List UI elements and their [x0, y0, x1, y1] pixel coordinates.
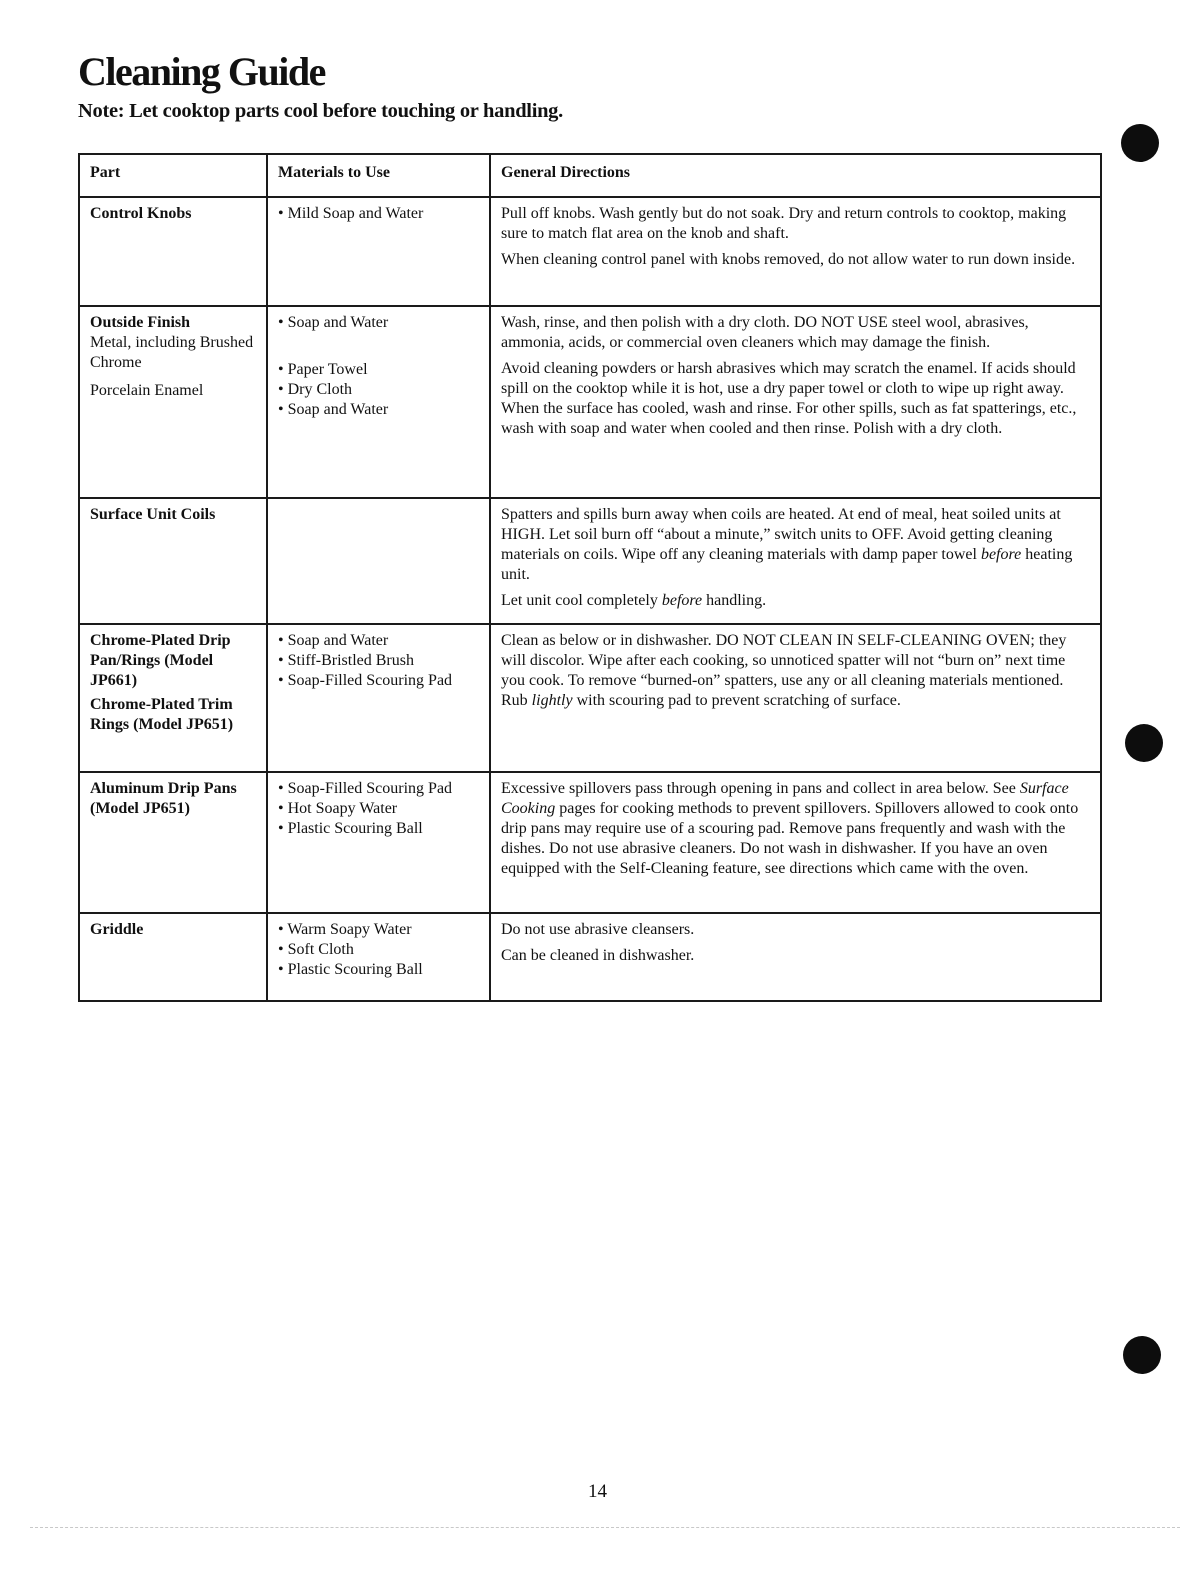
material-item: • Soap and Water — [278, 313, 479, 333]
table-row-aluminum-drip-pans — [79, 772, 1101, 913]
material-item: • Dry Cloth — [278, 380, 479, 400]
material-item: • Plastic Scouring Ball — [278, 819, 479, 839]
part-cell — [79, 498, 267, 624]
material-item: • Plastic Scouring Ball — [278, 960, 479, 980]
binder-hole-icon — [1125, 724, 1163, 762]
part-cell — [79, 624, 267, 772]
directions-cell — [490, 913, 1101, 1001]
header-materials: Materials to Use — [267, 154, 490, 197]
directions-cell — [490, 772, 1101, 913]
table-row-griddle — [79, 913, 1101, 1001]
materials-cell — [267, 197, 490, 306]
material-item: • Soft Cloth — [278, 940, 479, 960]
part-cell — [79, 197, 267, 306]
page-title: Cleaning Guide — [78, 49, 325, 94]
part-cell — [79, 772, 267, 913]
safety-note: Note: Let cooktop parts cool before touching or handling. — [78, 100, 563, 122]
materials-cell — [267, 913, 490, 1001]
binder-hole-icon — [1121, 124, 1159, 162]
page-number: 14 — [588, 1481, 607, 1502]
part-name: Chrome-Plated Trim Rings (Model JP651) — [90, 696, 234, 733]
materials-cell — [267, 306, 490, 498]
part-cell — [79, 913, 267, 1001]
materials-cell — [267, 624, 490, 772]
materials-cell — [267, 498, 490, 624]
material-item: • Soap and Water — [278, 631, 479, 651]
direction-paragraph: Let unit cool completely before handling. — [501, 592, 767, 609]
material-item: • Soap-Filled Scouring Pad — [278, 671, 479, 691]
materials-cell — [267, 772, 490, 913]
part-cell — [79, 306, 267, 498]
part-name: Griddle — [90, 921, 144, 938]
part-name: Outside Finish — [90, 314, 191, 331]
direction-paragraph: Pull off knobs. Wash gently but do not soak. Dry and return controls to cooktop, making sure to match flat area on the knob and shaft. — [501, 205, 1067, 242]
part-name: Chrome-Plated Drip Pan/Rings (Model JP661) — [90, 632, 231, 689]
header-directions: General Directions — [490, 154, 1101, 197]
direction-paragraph: Avoid cleaning powders or harsh abrasives which may scratch the enamel. If acids should spill on the cooktop while it is hot, use a dry paper towel or cloth to wipe up right away. When the surface has cooled, wash and rinse. For other spills, such as fat spatterings, etc., wash with soap and water when cooled and then rinse. Polish with a dry cloth. — [501, 360, 1077, 437]
material-item: • Paper Towel — [278, 360, 479, 380]
direction-paragraph: When cleaning control panel with knobs removed, do not allow water to run down inside. — [501, 251, 1076, 268]
material-item: • Hot Soapy Water — [278, 799, 479, 819]
material-item: • Soap and Water — [278, 400, 479, 420]
direction-paragraph: Clean as below or in dishwasher. DO NOT CLEAN IN SELF-CLEANING OVEN; they will discolor. Wipe after each cooking, so unnoticed spatter will not “burn on” next time you cook. To remove “burned-on” spatters, use any or all cleaning materials mentioned. Rub lightly with scouring pad to prevent scratching of surface. — [501, 632, 1067, 709]
direction-paragraph: Do not use abrasive cleansers. — [501, 921, 695, 938]
part-name: Control Knobs — [90, 205, 192, 222]
part-subtype: Porcelain Enamel — [90, 382, 204, 399]
directions-cell — [490, 306, 1101, 498]
direction-paragraph: Can be cleaned in dishwasher. — [501, 947, 695, 964]
direction-paragraph: Wash, rinse, and then polish with a dry cloth. DO NOT USE steel wool, abrasives, ammonia, acids, or commercial oven cleaners which may damage the finish. — [501, 314, 1029, 351]
direction-paragraph: Excessive spillovers pass through opening in pans and collect in area below. See Surface Cooking pages for cooking methods to prevent spillovers. Spillovers allowed to cook onto drip pans may require use of a scouring pad. Remove pans frequently and wash with the dishes. Do not use abrasive cleaners. Do not wash in dishwasher. If you have an oven equipped with the Self-Cleaning feature, see directions which came with the oven. — [501, 780, 1079, 877]
header-part: Part — [79, 154, 267, 197]
binder-hole-icon — [1123, 1336, 1161, 1374]
material-item: • Stiff-Bristled Brush — [278, 651, 479, 671]
table-row-surface-unit-coils — [79, 498, 1101, 624]
directions-cell — [490, 624, 1101, 772]
material-item: • Soap-Filled Scouring Pad — [278, 779, 479, 799]
table-row-chrome-plated — [79, 624, 1101, 772]
cleaning-guide-table — [78, 153, 1102, 1002]
table-header-row — [79, 154, 1101, 197]
direction-paragraph: Spatters and spills burn away when coils are heated. At end of meal, heat soiled units at HIGH. Let soil burn off “about a minute,” switch units to OFF. Avoid getting cleaning materials on coils. Wipe off any cleaning materials with damp paper towel before heating unit. — [501, 506, 1073, 583]
part-name: Aluminum Drip Pans (Model JP651) — [90, 780, 237, 817]
part-subtype: Metal, including Brushed Chrome — [90, 334, 254, 371]
material-item: • Warm Soapy Water — [278, 920, 479, 940]
scan-artifact-divider — [30, 1527, 1180, 1528]
directions-cell — [490, 498, 1101, 624]
part-name: Surface Unit Coils — [90, 506, 216, 523]
material-item: • Mild Soap and Water — [278, 204, 479, 224]
directions-cell — [490, 197, 1101, 306]
table-row-control-knobs — [79, 197, 1101, 306]
table-row-outside-finish — [79, 306, 1101, 498]
